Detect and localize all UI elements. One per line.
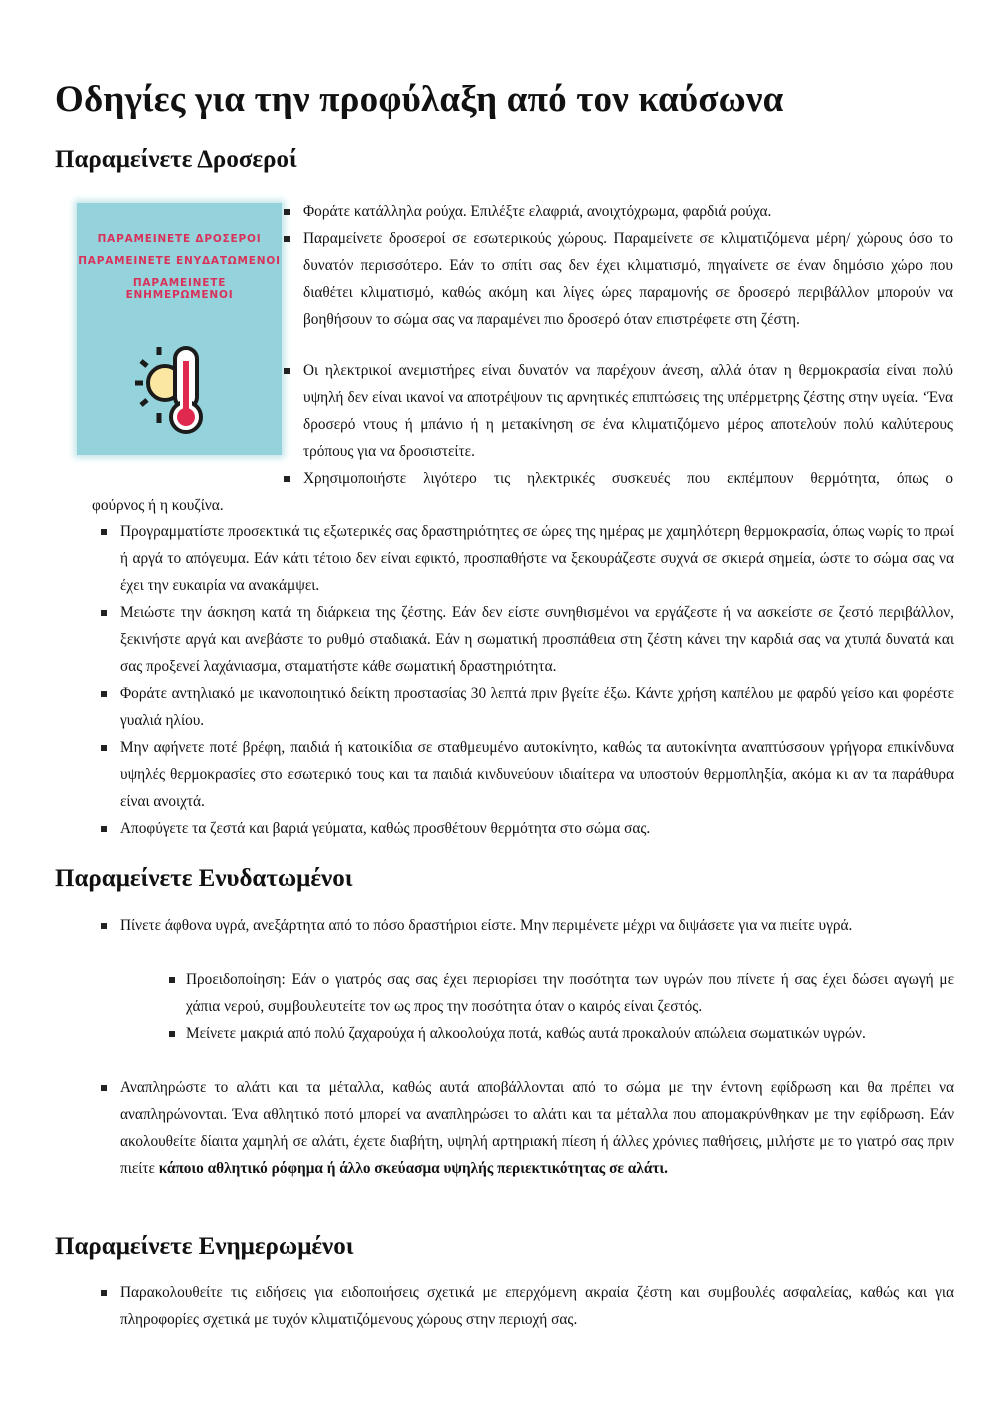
poster-line: ΠΑΡΑΜΕΙΝΕΤΕ ΕΝΗΜΕΡΩΜΕΝΟΙ bbox=[125, 277, 234, 301]
bullet-icon bbox=[101, 1085, 107, 1091]
section-heading-stay-hydrated: Παραμείνετε Ενυδατωμένοι bbox=[55, 865, 353, 892]
list-item: Παραμείνετε δροσεροί σε εσωτερικούς χώρους. Παραμείνετε σε κλιματιζόμενα μέρη/ χώρους όσο το δυνατόν περισσότερο. Εάν το σπίτι σας δεν έχει κλιματισμό, πηγαίνετε σε έναν δημόσιο χώρο που διαθέτει κλιματισμό, καθώς ακόμη και λίγες ώρες παραμονής σε δροσερό περιβάλλον μπορούν να βοηθήσουν το σώμα σας να παραμένει πιο δροσερό όταν επιστρέφετε στη ζέστη. bbox=[303, 225, 953, 333]
sun-thermometer-icon bbox=[129, 343, 229, 443]
heat-poster-image bbox=[77, 203, 282, 455]
bullet-icon bbox=[284, 476, 290, 482]
bullet-icon bbox=[101, 1290, 107, 1296]
list-item: Μειώστε την άσκηση κατά τη διάρκεια της ζέστης. Εάν δεν είστε συνηθισμένοι να εργάζεστε ή να ασκείστε σε ζεστό περιβάλλον, ξεκινήστε αργά και ανεβάστε το ρυθμό σταδιακά. Εάν η σωματική προσπάθεια στη ζέστη κάνει την καρδιά σας να χτυπά δυνατά και σας προξενεί λαχάνιασμα, σταματήστε κάθε σωματική δραστηριότητα. bbox=[120, 599, 954, 680]
poster-line: ΠΑΡΑΜΕΙΝΕΤΕ ΕΝΥΔΑΤΩΜΕΝΟΙ bbox=[78, 255, 281, 267]
bullet-icon bbox=[101, 610, 107, 616]
bullet-icon bbox=[284, 209, 290, 215]
list-item: Φοράτε κατάλληλα ρούχα. Επιλέξτε ελαφριά, ανοιχτόχρωμα, φαρδιά ρούχα. bbox=[303, 198, 953, 225]
bullet-icon bbox=[101, 826, 107, 832]
list-item: Προγραμματίστε προσεκτικά τις εξωτερικές σας δραστηριότητες σε ώρες της ημέρας με χαμηλότερη θερμοκρασία, όπως νωρίς το πρωί ή αργά το απόγευμα. Εάν κάτι τέτοιο δεν είναι εφικτό, προσπαθήστε να ξεκουράζεστε συχνά σε σκιερά σημεία, ώστε το σώμα σας να έχει την ευκαιρία να ανακάμψει. bbox=[120, 518, 954, 599]
bullet-icon bbox=[101, 923, 107, 929]
poster-line: ΠΑΡΑΜΕΙΝΕΤΕ ΔΡΟΣΕΡΟΙ bbox=[97, 233, 262, 245]
list-item-continuation: φούρνος ή η κουζίνα. bbox=[92, 497, 224, 514]
list-item: Φοράτε αντηλιακό με ικανοποιητικό δείκτη προστασίας 30 λεπτά πριν βγείτε έξω. Κάντε χρήση καπέλου με φαρδύ γείσο και φορέστε γυαλιά ηλίου. bbox=[120, 680, 954, 734]
bullet-icon bbox=[101, 745, 107, 751]
list-item: Παρακολουθείτε τις ειδήσεις για ειδοποιήσεις σχετικά με επερχόμενη ακραία ζέστη και συμβουλές ασφαλείας, καθώς και για πληροφορίες σχετικά με τυχόν κλιματιζόμενους χώρους στην περιοχή σας. bbox=[120, 1279, 954, 1333]
section-heading-stay-cool: Παραμείνετε Δροσεροί bbox=[55, 146, 297, 173]
list-item: Μην αφήνετε ποτέ βρέφη, παιδιά ή κατοικίδια σε σταθμευμένο αυτοκίνητο, καθώς τα αυτοκίνητα αναπτύσσουν γρήγορα επικίνδυνα υψηλές θερμοκρασίες στο εσωτερικό τους και τα παιδιά κινδυνεύουν ιδιαίτερα να υποστούν θερμοπληξία, ακόμα κι αν τα παράθυρα είναι ανοιχτά. bbox=[120, 734, 954, 815]
bullet-icon bbox=[284, 236, 290, 242]
bullet-icon bbox=[169, 1031, 175, 1037]
list-item: Χρησιμοποιήστε λιγότερο τις ηλεκτρικές συσκευές που εκπέμπουν θερμότητα, όπως ο bbox=[303, 465, 953, 492]
bullet-icon bbox=[169, 977, 175, 983]
section-heading-stay-informed: Παραμείνετε Ενημερωμένοι bbox=[55, 1233, 354, 1260]
list-item: Οι ηλεκτρικοί ανεμιστήρες είναι δυνατόν να παρέχουν άνεση, αλλά όταν η θερμοκρασία είναι πολύ υψηλή δεν είναι ικανοί να αποτρέψουν τις αρνητικές επιπτώσεις της υπέρμετρης ζέστης στην υγεία. ‘Ένα δροσερό ντους ή μπάνιο ή η μετακίνηση σε ένα κλιματιζόμενο μέρος αποτελούν πολύ καλύτερους τρόπους για να δροσιστείτε. bbox=[303, 357, 953, 465]
list-item: Αναπληρώστε το αλάτι και τα μέταλλα, καθώς αυτά αποβάλλονται από το σώμα με την έντονη εφίδρωση και θα πρέπει να αναπληρώνονται. Ένα αθλητικό ποτό μπορεί να αναπληρώσει το αλάτι και τα μέταλλα που απομακρύνθηκαν με την εφίδρωση. Εάν ακολουθείτε δίαιτα χαμηλή σε αλάτι, έχετε διαβήτη, υψηλή αρτηριακή πίεση ή άλλες χρόνιες παθήσεις, μιλήστε με το γιατρό σας πριν πιείτε κάποιο αθλητικό ρόφημα ή άλλο σκεύασμα υψηλής περιεκτικότητας σε αλάτι. bbox=[120, 1074, 954, 1182]
bullet-icon bbox=[284, 368, 290, 374]
list-item: Αποφύγετε τα ζεστά και βαριά γεύματα, καθώς προσθέτουν θερμότητα στο σώμα σας. bbox=[120, 815, 954, 842]
sub-list-item: Μείνετε μακριά από πολύ ζαχαρούχα ή αλκοολούχα ποτά, καθώς αυτά προκαλούν απώλεια σωματικών υγρών. bbox=[186, 1020, 954, 1047]
sub-list-item: Προειδοποίηση: Εάν ο γιατρός σας σας έχει περιορίσει την ποσότητα των υγρών που πίνετε ή σας έχει δώσει αγωγή με χάπια νερού, συμβουλευτείτε τον ως προς την ποσότητα όταν ο καιρός είναι ζεστός. bbox=[186, 966, 954, 1020]
page-title: Οδηγίες για την προφύλαξη από τον καύσωνα bbox=[55, 79, 784, 120]
bold-text: κάποιο αθλητικό ρόφημα ή άλλο σκεύασμα υψηλής περιεκτικότητας σε αλάτι. bbox=[158, 1160, 668, 1177]
list-item: Πίνετε άφθονα υγρά, ανεξάρτητα από το πόσο δραστήριοι είστε. Μην περιμένετε μέχρι να διψάσετε για να πιείτε υγρά. bbox=[120, 912, 954, 939]
bullet-icon bbox=[101, 691, 107, 697]
bullet-icon bbox=[101, 529, 107, 535]
